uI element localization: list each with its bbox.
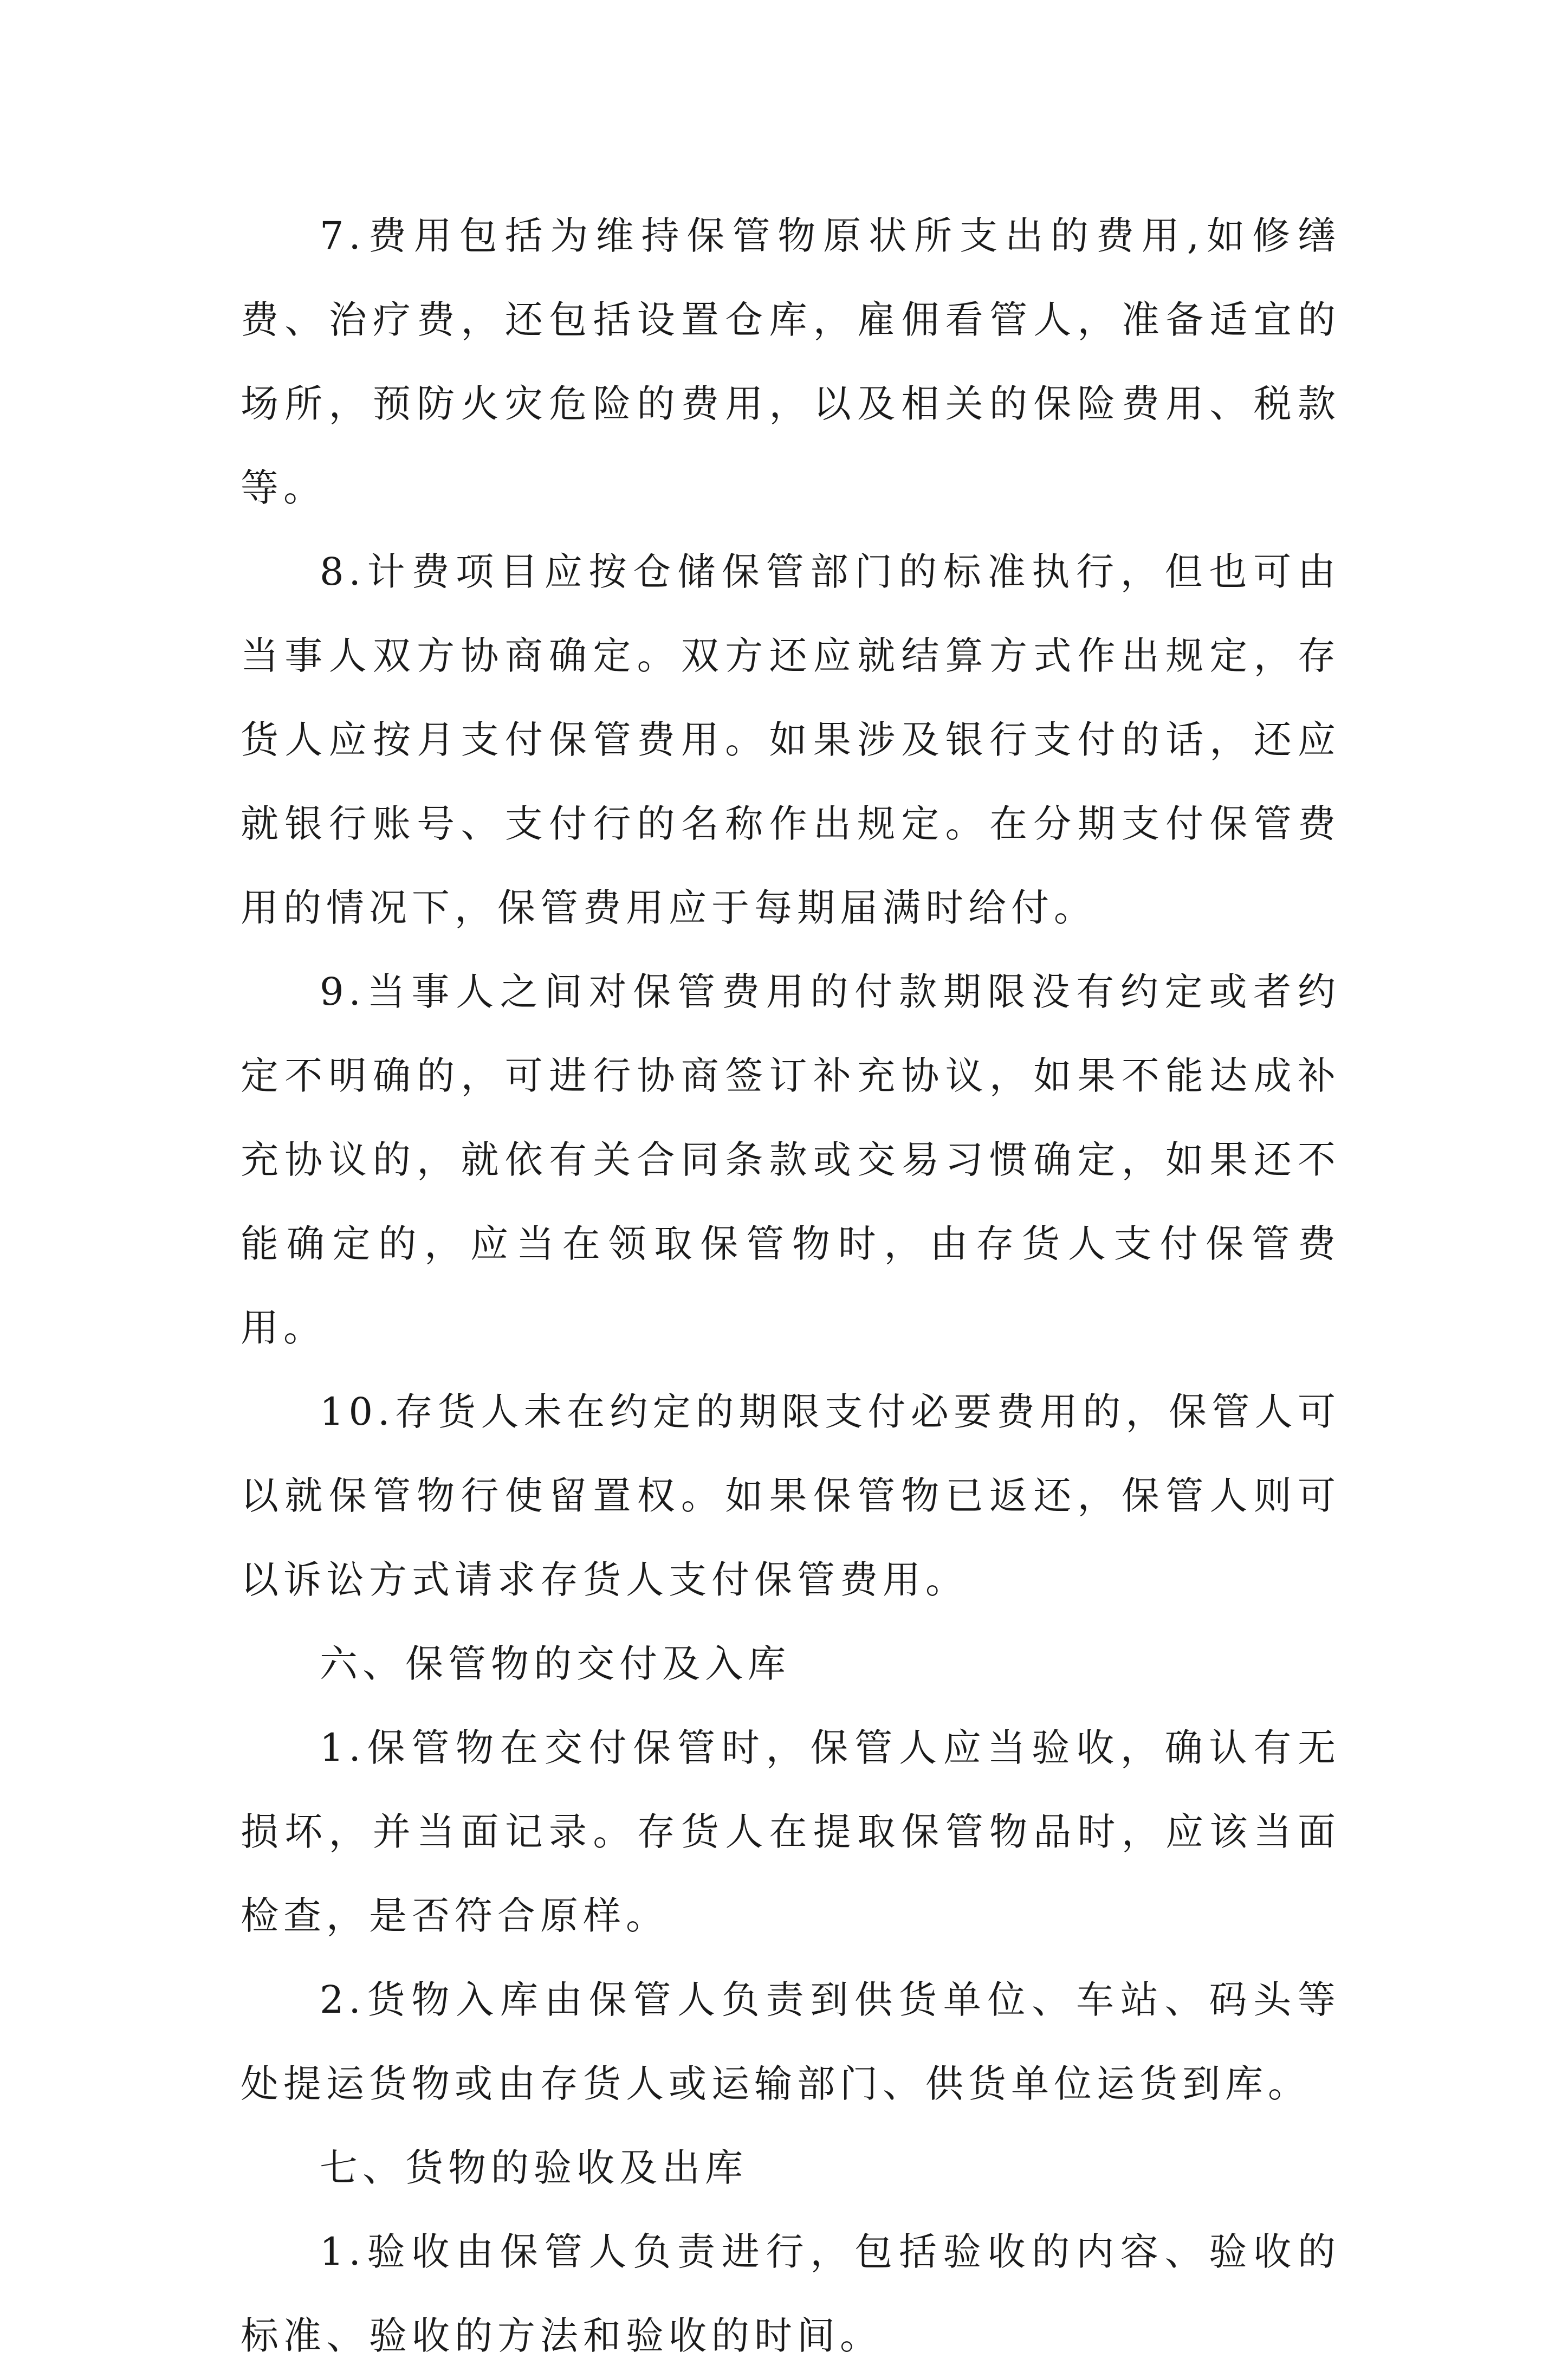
paragraph-billing-items: 8.计费项目应按仓储保管部门的标准执行，但也可由当事人双方协商确定。双方还应就结算方式作出规定，存货人应按月支付保管费用。如果涉及银行支付的话，还应就银行账号、支付行的名称作出规定。在分期支付保管费用的情况下，保管费用应于每期届满时给付。 [241,550,1340,930]
paragraph-warehousing: 2.货物入库由保管人负责到供货单位、车站、码头等处提运货物或由存货人或运输部门、供货单位运货到库。 [241,1978,1340,2106]
paragraph-delivery-inspection: 1.保管物在交付保管时，保管人应当验收，确认有无损坏，并当面记录。存货人在提取保管物品时，应该当面检查，是否符合原样。 [241,1726,1340,1938]
paragraph-acceptance: 1.验收由保管人负责进行，包括验收的内容、验收的标准、验收的方法和验收的时间。 [241,2230,1340,2358]
document-body [241,194,1340,2378]
paragraph-fee-scope: 7.费用包括为维持保管物原状所支出的费用,如修缮费、治疗费，还包括设置仓库，雇佣看管人，准备适宜的场所，预防火灾危险的费用，以及相关的保险费用、税款等。 [241,214,1340,510]
section-heading-delivery-storage: 六、保管物的交付及入库 [320,1642,791,1686]
section-heading-acceptance-outbound: 七、货物的验收及出库 [320,2146,748,2190]
paragraph-lien-right: 10.存货人未在约定的期限支付必要费用的，保管人可以就保管物行使留置权。如果保管物已返还，保管人则可以诉讼方式请求存货人支付保管费用。 [241,1390,1340,1602]
paragraph-payment-term: 9.当事人之间对保管费用的付款期限没有约定或者约定不明确的，可进行协商签订补充协议，如果不能达成补充协议的，就依有关合同条款或交易习惯确定，如果还不能确定的，应当在领取保管物时，由存货人支付保管费用。 [241,970,1340,1350]
